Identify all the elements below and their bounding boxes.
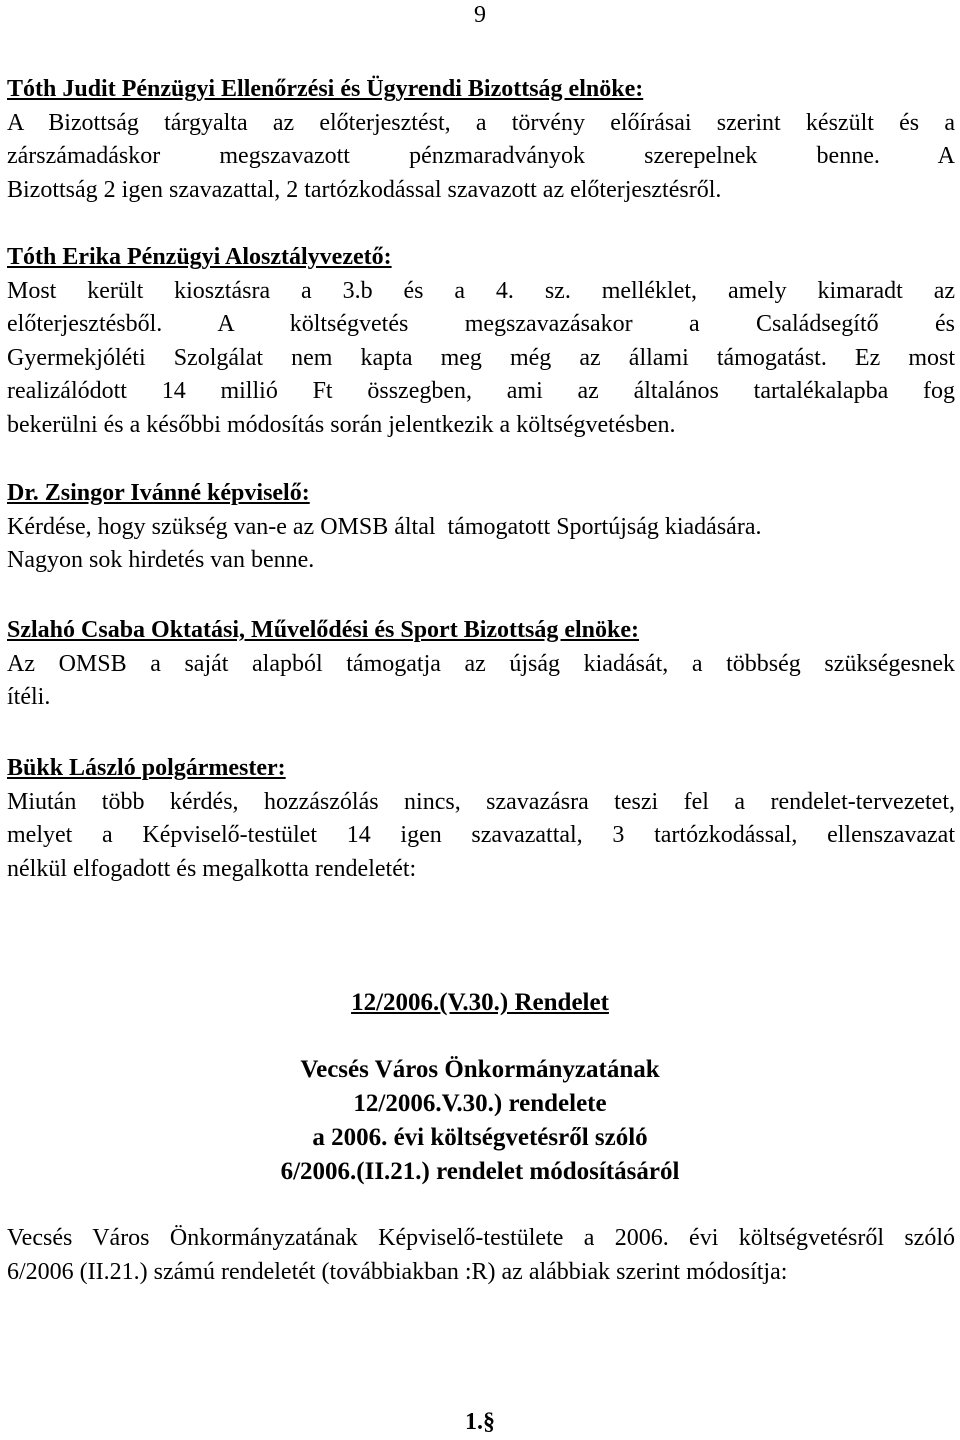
speech-line: nélkül elfogadott és megalkotta rendeletét: [7, 855, 417, 882]
decree-subtitle-line: Vecsés Város Önkormányzatának [300, 1056, 660, 1083]
speech-line: bekerülni és a későbbi módosítás során jelentkezik a költségvetésben. [7, 411, 676, 438]
speaker-name: Tóth Erika Pénzügyi Alosztályvezető: [7, 244, 392, 270]
speech-line: előterjesztésből. A költségvetés megszavazásakor a Családsegítő és [7, 311, 955, 337]
speech-block-bukk [7, 752, 955, 886]
speech-line: A Bizottság tárgyalta az előterjesztést, a törvény előírásai szerint készült és a [7, 109, 955, 136]
decree-subtitle [0, 1053, 960, 1189]
speaker-name: Tóth Judit Pénzügyi Ellenőrzési és Ügyrendi Bizottság elnöke: [7, 76, 644, 102]
decree-subtitle-line: 6/2006.(II.21.) rendelet módosításáról [280, 1158, 680, 1185]
decree-subtitle-line: a 2006. évi költségvetésről szóló [312, 1124, 648, 1151]
intro-line: Vecsés Város Önkormányzatának Képviselő-testülete a 2006. évi költségvetésről szóló [7, 1225, 955, 1251]
speech-line: zárszámadáskor megszavazott pénzmaradványok szerepelnek benne. A [7, 143, 955, 169]
speech-line: Bizottság 2 igen szavazattal, 2 tartózkodással szavazott az előterjesztésről. [7, 176, 722, 203]
speech-block-toth-judit [7, 73, 955, 207]
speech-block-zsingor [7, 477, 955, 578]
speech-line: Az OMSB a saját alapból támogatja az újság kiadását, a többség szükségesnek [7, 650, 955, 677]
speech-line: Miután több kérdés, hozzászólás nincs, szavazásra teszi fel a rendelet-tervezetet, [7, 788, 955, 815]
speech-line: Kérdése, hogy szükség van-e az OMSB által támogatott Sportújság kiadására. [7, 513, 762, 540]
page-number: 9 [474, 2, 486, 28]
decree-title [0, 986, 960, 1020]
speech-line: Nagyon sok hirdetés van benne. [7, 547, 315, 573]
speaker-name: Szlahó Csaba Oktatási, Művelődési és Sport Bizottság elnöke: [7, 617, 640, 643]
speaker-name: Dr. Zsingor Ivánné képviselő: [7, 480, 310, 506]
intro-line: 6/2006 (II.21.) számú rendeletét (továbbiakban :R) az alábbiak szerint módosítja: [7, 1258, 788, 1285]
speech-line: ítéli. [7, 684, 51, 710]
decree-title-text: 12/2006.(V.30.) Rendelet [351, 989, 609, 1016]
speech-block-szlaho [7, 614, 955, 715]
speech-line: Gyermekjóléti Szolgálat nem kapta meg még az állami támogatást. Ez most [7, 344, 955, 371]
speech-line: Most került kiosztásra a 3.b és a 4. sz. melléklet, amely kimaradt az [7, 277, 955, 304]
speaker-name: Bükk László polgármester: [7, 755, 286, 781]
section-label: 1.§ [465, 1409, 495, 1435]
speech-line: melyet a Képviselő-testület 14 igen szavazattal, 3 tartózkodással, ellenszavazat [7, 822, 955, 848]
decree-subtitle-line: 12/2006.V.30.) rendelete [353, 1090, 607, 1117]
speech-block-toth-erika [7, 241, 955, 442]
decree-intro [7, 1222, 955, 1289]
speech-line: realizálódott 14 millió Ft összegben, ami az általános tartalékalapba fog [7, 378, 955, 404]
